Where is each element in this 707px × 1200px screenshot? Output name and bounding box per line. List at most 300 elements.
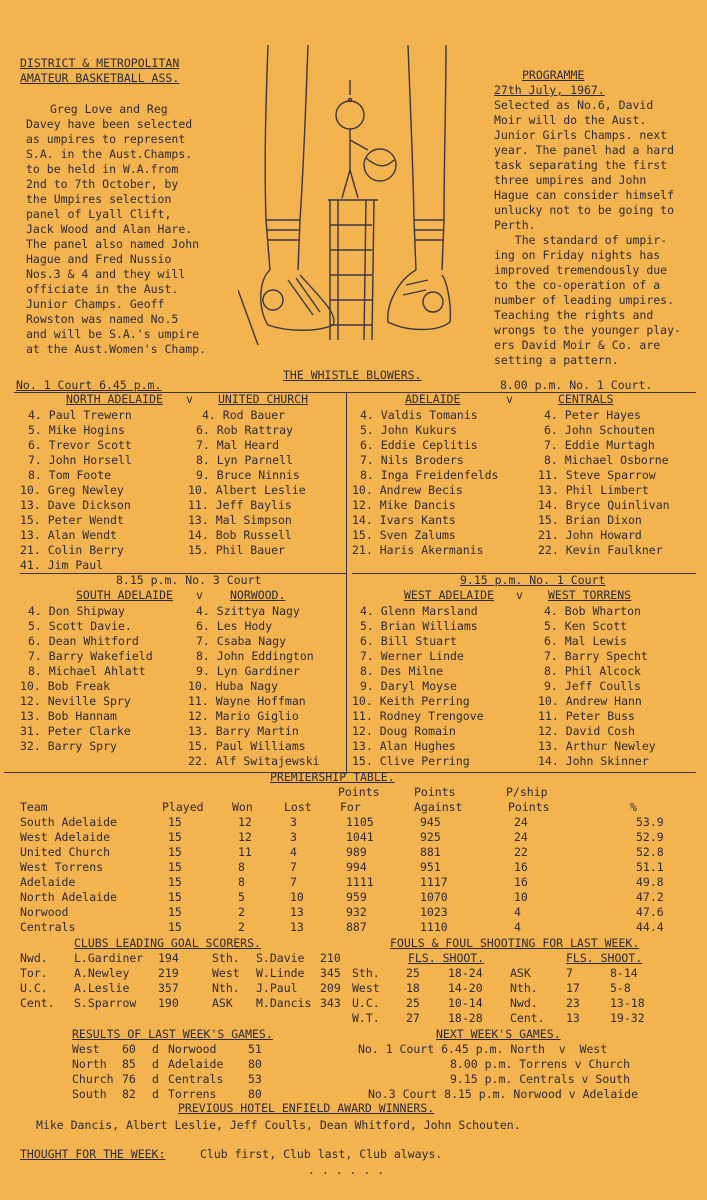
player-list <box>352 604 532 769</box>
player-entry: 5. Brian Williams <box>360 619 478 633</box>
result-cell: 85 <box>122 1057 136 1071</box>
team-name: SOUTH ADELAIDE <box>76 588 173 602</box>
table-cell: 53.9 <box>636 815 664 829</box>
next-game-line: No. 1 Court 6.45 p.m. North v West <box>358 1042 608 1056</box>
table-cell: Centrals <box>20 920 76 934</box>
player-entry: 14. John Skinner <box>538 754 649 768</box>
player-entry: 15. Peter Wendt <box>20 513 124 527</box>
foul-cell: W.T. <box>352 1011 380 1025</box>
article-line: improved tremendously due <box>494 263 668 277</box>
table-cell: 2 <box>238 905 245 919</box>
player-entry: 13. Mal Simpson <box>188 513 292 527</box>
table-cell: 959 <box>346 890 367 904</box>
player-entry: 5. Ken Scott <box>544 619 628 633</box>
table-cell: 1041 <box>346 830 374 844</box>
table-cell: 4 <box>514 920 521 934</box>
player-entry: 12. Mike Dancis <box>352 498 456 512</box>
player-entry: 13. Alan Hughes <box>352 739 456 753</box>
foul-row <box>352 996 702 1011</box>
player-entry: 9. Jeff Coulls <box>544 679 641 693</box>
foul-cell: 25 <box>406 966 420 980</box>
player-entry: 5. John Kukurs <box>360 423 457 437</box>
player-entry: 4. Paul Trewern <box>28 408 132 422</box>
player-entry: 8. Lyn Parnell <box>196 453 293 467</box>
player-entry: 6. Rob Rattray <box>196 423 293 437</box>
player-entry: 22. Kevin Faulkner <box>538 543 663 557</box>
table-cell: 945 <box>420 815 441 829</box>
article-line: The standard of umpir- <box>494 233 668 247</box>
player-entry: 6. Les Hody <box>196 619 273 633</box>
article-line: and will be S.A.'s umpire <box>26 327 200 341</box>
scorer-cell: M.Dancis <box>256 996 312 1010</box>
foul-cell: 25 <box>406 996 420 1010</box>
result-cell: d <box>152 1072 159 1086</box>
player-entry: 8. John Eddington <box>196 649 314 663</box>
umpire-cartoon-icon <box>238 40 478 370</box>
next-game-line: 9.15 p.m. Centrals v South <box>450 1072 631 1086</box>
player-entry: 12. David Cosh <box>538 724 635 738</box>
player-entry: 14. Ivars Kants <box>352 513 456 527</box>
programme-date: 27th July, 1967. <box>494 83 605 97</box>
table-cell: South Adelaide <box>20 815 117 829</box>
column-header: Against <box>414 800 463 814</box>
table-cell: West Torrens <box>20 860 104 874</box>
table-cell: 15 <box>168 905 182 919</box>
article-line: officiate in the Aust. <box>26 282 179 296</box>
table-cell: 15 <box>168 875 182 889</box>
game-time: 8.00 p.m. No. 1 Court. <box>500 378 653 392</box>
results-title: RESULTS OF LAST WEEK'S GAMES. <box>72 1027 273 1041</box>
versus: v <box>196 588 203 602</box>
fouls-header: FLS. SHOOT. <box>566 951 643 965</box>
player-entry: 13. Bob Hannam <box>20 709 117 723</box>
scorers-table <box>20 951 370 1013</box>
column-header: Points <box>508 800 550 814</box>
table-cell: 51.1 <box>636 860 664 874</box>
result-cell: d <box>152 1057 159 1071</box>
player-entry: 15. Sven Zalums <box>352 528 456 542</box>
article-line: Greg Love and Reg <box>50 102 168 116</box>
table-cell: 7 <box>290 875 297 889</box>
next-game-line: 8.00 p.m. Torrens v Church <box>450 1057 631 1071</box>
article-line: Teaching the rights and <box>494 308 654 322</box>
versus: v <box>186 392 193 406</box>
table-cell: 52.8 <box>636 845 664 859</box>
player-entry: 8. Phil Alcock <box>544 664 641 678</box>
foul-cell: Nwd. <box>510 996 538 1010</box>
table-cell: 887 <box>346 920 367 934</box>
scorer-cell: Nwd. <box>20 951 48 965</box>
player-entry: 8. Michael Ahlatt <box>28 664 146 678</box>
scorer-cell: 210 <box>320 951 341 965</box>
article-line: Jack Wood and Alan Hare. <box>26 222 193 236</box>
scorer-row <box>20 996 370 1011</box>
table-cell: 881 <box>420 845 441 859</box>
table-cell: 22 <box>514 845 528 859</box>
column-header: Won <box>232 800 253 814</box>
results-table <box>72 1042 332 1104</box>
next-game-line: No.3 Court 8.15 p.m. Norwood v Adelaide <box>368 1087 639 1101</box>
table-cell: 7 <box>290 860 297 874</box>
player-entry: 10. Andrew Hann <box>538 694 642 708</box>
table-cell: 15 <box>168 860 182 874</box>
result-row <box>72 1042 332 1057</box>
player-list <box>20 604 190 754</box>
foul-row <box>352 1011 702 1026</box>
result-cell: Church <box>72 1072 114 1086</box>
versus: v <box>516 588 523 602</box>
player-entry: 10. Huba Nagy <box>188 679 279 693</box>
foul-row <box>352 981 702 996</box>
table-cell: 16 <box>514 875 528 889</box>
result-cell: 53 <box>248 1072 262 1086</box>
player-entry: 14. Bob Russell <box>188 528 292 542</box>
foul-cell: 5-8 <box>610 981 631 995</box>
premiership-table <box>20 785 700 935</box>
foul-cell: 10-14 <box>448 996 483 1010</box>
table-cell: 5 <box>238 890 245 904</box>
player-list <box>352 408 532 558</box>
table-cell: North Adelaide <box>20 890 117 904</box>
table-cell: United Church <box>20 845 111 859</box>
player-entry: 4. Szittya Nagy <box>196 604 300 618</box>
player-entry: 15. Clive Perring <box>352 754 470 768</box>
article-line: Davey have been selected <box>26 117 193 131</box>
table-cell: 13 <box>290 920 304 934</box>
column-header: P/ship <box>506 785 548 799</box>
foul-row <box>352 966 702 981</box>
foul-cell: 13-18 <box>610 996 645 1010</box>
player-entry: 13. Barry Martin <box>188 724 299 738</box>
section-title: THE WHISTLE BLOWERS. <box>283 368 422 382</box>
foul-cell: West <box>352 981 380 995</box>
table-row <box>20 875 700 890</box>
player-entry: 8. Tom Foote <box>28 468 112 482</box>
result-cell: 80 <box>248 1057 262 1071</box>
fouls-header: FLS. SHOOT. <box>408 951 485 965</box>
table-cell: 8 <box>238 875 245 889</box>
player-entry: 21. John Howard <box>538 528 642 542</box>
table-cell: 1110 <box>420 920 448 934</box>
table-cell: 1070 <box>420 890 448 904</box>
header-left <box>18 56 233 357</box>
table-cell: 3 <box>290 830 297 844</box>
result-cell: 76 <box>122 1072 136 1086</box>
game-time: 8.15 p.m. No. 3 Court <box>116 573 262 587</box>
scorer-cell: West <box>212 966 240 980</box>
player-entry: 10. Bob Freak <box>20 679 111 693</box>
result-row <box>72 1072 332 1087</box>
article-line: as umpires to represent <box>26 132 186 146</box>
table-body <box>20 815 700 935</box>
team-name: UNITED CHURCH <box>218 392 309 406</box>
table-row <box>20 830 700 845</box>
player-entry: 9. Bruce Ninnis <box>196 468 300 482</box>
table-cell: 15 <box>168 815 182 829</box>
team-name: ADELAIDE <box>405 392 461 406</box>
foul-cell: 18 <box>406 981 420 995</box>
column-header: Lost <box>284 800 312 814</box>
foul-cell: 13 <box>566 1011 580 1025</box>
player-entry: 13. Arthur Newley <box>538 739 656 753</box>
scorer-cell: S.Sparrow <box>74 996 137 1010</box>
table-cell: 47.2 <box>636 890 664 904</box>
player-entry: 41. Jim Paul <box>20 558 104 572</box>
table-cell: Adelaide <box>20 875 76 889</box>
table-cell: 15 <box>168 845 182 859</box>
team-name: NORTH ADELAIDE <box>66 392 163 406</box>
scorer-cell: 209 <box>320 981 341 995</box>
table-cell: 52.9 <box>636 830 664 844</box>
scorer-cell: ASK <box>212 996 233 1010</box>
player-entry: 7. Mal Heard <box>196 438 280 452</box>
player-entry: 15. Phil Bauer <box>188 543 285 557</box>
scorer-cell: W.Linde <box>256 966 305 980</box>
player-entry: 7. Barry Wakefield <box>28 649 153 663</box>
player-entry: 12. Neville Spry <box>20 694 131 708</box>
player-entry: 10. Albert Leslie <box>188 483 306 497</box>
table-cell: 994 <box>346 860 367 874</box>
fouls-table <box>352 966 702 1028</box>
table-header-top <box>20 785 700 800</box>
player-list <box>188 604 348 769</box>
result-cell: West <box>72 1042 100 1056</box>
result-cell: d <box>152 1042 159 1056</box>
table-header <box>20 800 700 815</box>
article-line: Perth. <box>494 218 536 232</box>
player-entry: 7. Nils Broders <box>360 453 464 467</box>
foul-cell: 14-20 <box>448 981 483 995</box>
hotel-title: PREVIOUS HOTEL ENFIELD AWARD WINNERS. <box>178 1101 435 1115</box>
table-cell: 44.4 <box>636 920 664 934</box>
table-cell: 1105 <box>346 815 374 829</box>
versus: v <box>506 392 513 406</box>
player-entry: 8. Des Milne <box>360 664 444 678</box>
foul-cell: Cent. <box>510 1011 545 1025</box>
column-header: Points <box>414 785 456 799</box>
table-cell: West Adelaide <box>20 830 111 844</box>
article-line: ers David Moir & Co. are <box>494 338 661 352</box>
column-header: Team <box>20 800 48 814</box>
table-cell: 12 <box>238 815 252 829</box>
table-cell: 1023 <box>420 905 448 919</box>
player-entry: 11. Jeff Baylis <box>188 498 292 512</box>
scorer-cell: A.Newley <box>74 966 130 980</box>
table-cell: 3 <box>290 815 297 829</box>
game-time: No. 1 Court 6.45 p.m. <box>16 378 162 392</box>
player-list <box>20 408 190 573</box>
foul-cell: Nth. <box>510 981 538 995</box>
next-games-list <box>352 1042 702 1102</box>
table-cell: 10 <box>290 890 304 904</box>
article-line: unlucky not to be going to <box>494 203 675 217</box>
result-cell: Norwood <box>168 1042 217 1056</box>
foul-cell: 19-32 <box>610 1011 645 1025</box>
table-cell: 10 <box>514 890 528 904</box>
table-cell: 47.6 <box>636 905 664 919</box>
premiership-title: PREMIERSHIP TABLE. <box>270 770 395 784</box>
result-cell: Adelaide <box>168 1057 224 1071</box>
foul-cell: 18-28 <box>448 1011 483 1025</box>
player-entry: 21. Haris Akermanis <box>352 543 484 557</box>
player-entry: 6. Eddie Ceplitis <box>360 438 478 452</box>
table-cell: 4 <box>514 905 521 919</box>
table-cell: 24 <box>514 830 528 844</box>
player-entry: 4. Rod Bauer <box>202 408 286 422</box>
table-cell: Norwood <box>20 905 69 919</box>
player-list <box>530 408 700 558</box>
table-cell: 1111 <box>346 875 374 889</box>
result-cell: 51 <box>248 1042 262 1056</box>
hotel-winners: Mike Dancis, Albert Leslie, Jeff Coulls, Dean Whitford, John Schouten. <box>36 1118 521 1132</box>
player-entry: 4. Don Shipway <box>28 604 125 618</box>
table-cell: 15 <box>168 830 182 844</box>
player-entry: 4. Bob Wharton <box>544 604 641 618</box>
player-entry: 7. Barry Specht <box>544 649 648 663</box>
article-line: Junior Champs. Geoff <box>26 297 165 311</box>
result-row <box>72 1087 332 1102</box>
table-row <box>20 920 700 935</box>
player-list <box>530 604 700 769</box>
player-entry: 12. Doug Romain <box>352 724 456 738</box>
article-line: Hague can consider himself <box>494 188 675 202</box>
table-row <box>20 845 700 860</box>
player-entry: 11. Steve Sparrow <box>538 468 656 482</box>
player-entry: 11. Wayne Hoffman <box>188 694 306 708</box>
result-cell: South <box>72 1087 107 1101</box>
table-cell: 49.8 <box>636 875 664 889</box>
result-row <box>72 1057 332 1072</box>
table-cell: 24 <box>514 815 528 829</box>
column-header: Played <box>162 800 204 814</box>
result-cell: Torrens <box>168 1087 217 1101</box>
player-entry: 9. Daryl Moyse <box>360 679 457 693</box>
result-cell: d <box>152 1087 159 1101</box>
article-line: Selected as No.6, David <box>494 98 654 112</box>
scorer-cell: 219 <box>158 966 179 980</box>
table-cell: 932 <box>346 905 367 919</box>
player-entry: 11. Rodney Trengove <box>352 709 484 723</box>
scorer-cell: 343 <box>320 996 341 1010</box>
player-entry: 4. Peter Hayes <box>544 408 641 422</box>
player-entry: 32. Barry Spry <box>20 739 117 753</box>
scorer-cell: S.Davie <box>256 951 305 965</box>
table-row <box>20 905 700 920</box>
scorer-row <box>20 966 370 981</box>
umpire-article-left <box>18 102 233 357</box>
scorer-row <box>20 951 370 966</box>
article-line: 2nd to 7th October, by <box>26 177 179 191</box>
article-line: at the Aust.Women's Champ. <box>26 342 207 356</box>
result-cell: 60 <box>122 1042 136 1056</box>
foul-cell: Sth. <box>352 966 380 980</box>
table-cell: 1117 <box>420 875 448 889</box>
scorer-cell: 190 <box>158 996 179 1010</box>
player-entry: 12. Mario Giglio <box>188 709 299 723</box>
foul-cell: 7 <box>566 966 573 980</box>
foul-cell: 8-14 <box>610 966 638 980</box>
table-cell: 8 <box>238 860 245 874</box>
foul-cell: U.C. <box>352 996 380 1010</box>
article-line: year. The panel had a hard <box>494 143 675 157</box>
article-line: Moir will do the Aust. <box>494 113 647 127</box>
player-entry: 8. Michael Osborne <box>544 453 669 467</box>
player-entry: 4. Glenn Marsland <box>360 604 478 618</box>
player-entry: 5. Mike Hogins <box>28 423 125 437</box>
table-cell: 15 <box>168 920 182 934</box>
table-row <box>20 860 700 875</box>
team-name: WEST TORRENS <box>548 588 632 602</box>
table-row <box>20 890 700 905</box>
player-entry: 5. Scott Davie. <box>28 619 132 633</box>
fouls-title: FOULS & FOUL SHOOTING FOR LAST WEEK. <box>390 936 640 950</box>
player-entry: 21. Colin Berry <box>20 543 124 557</box>
result-cell: 80 <box>248 1087 262 1101</box>
programme-title: PROGRAMME <box>522 68 585 82</box>
article-line: setting a pattern. <box>494 353 619 367</box>
scorers-title: CLUBS LEADING GOAL SCORERS. <box>74 936 261 950</box>
scorer-cell: A.Leslie <box>74 981 130 995</box>
article-line: ing on Friday nights has <box>494 248 661 262</box>
table-row <box>20 815 700 830</box>
header-right <box>494 68 704 368</box>
player-entry: 6. John Schouten <box>544 423 655 437</box>
column-header: % <box>630 800 637 814</box>
thought-label: THOUGHT FOR THE WEEK: <box>20 1147 166 1161</box>
table-cell: 4 <box>290 845 297 859</box>
player-entry: 9. Lyn Gardiner <box>196 664 300 678</box>
cartoon-illustration <box>238 40 478 370</box>
foul-cell: ASK <box>510 966 531 980</box>
player-entry: 7. Eddie Murtagh <box>544 438 655 452</box>
foul-cell: 27 <box>406 1011 420 1025</box>
scorer-cell: Cent. <box>20 996 55 1010</box>
next-games-title: NEXT WEEK'S GAMES. <box>436 1027 561 1041</box>
scorer-cell: L.Gardiner <box>74 951 144 965</box>
article-line: Hague and Fred Nussio <box>26 252 172 266</box>
table-cell: 12 <box>238 830 252 844</box>
table-cell: 925 <box>420 830 441 844</box>
result-cell: 82 <box>122 1087 136 1101</box>
article-line: to be held in W.A.from <box>26 162 179 176</box>
foul-cell: 23 <box>566 996 580 1010</box>
scorer-cell: U.C. <box>20 981 48 995</box>
article-line: panel of Lyall Clift, <box>26 207 172 221</box>
player-entry: 31. Peter Clarke <box>20 724 131 738</box>
article-line: The panel also named John <box>26 237 200 251</box>
column-header: For <box>340 800 361 814</box>
player-entry: 7. John Horsell <box>28 453 132 467</box>
scorer-cell: 345 <box>320 966 341 980</box>
scorer-cell: Nth. <box>212 981 240 995</box>
scorer-cell: Sth. <box>212 951 240 965</box>
player-entry: 15. Paul Williams <box>188 739 306 753</box>
scorer-cell: J.Paul <box>256 981 298 995</box>
article-line: the Umpires selection <box>26 192 172 206</box>
player-entry: 15. Brian Dixon <box>538 513 642 527</box>
result-cell: North <box>72 1057 107 1071</box>
player-entry: 6. Dean Whitford <box>28 634 139 648</box>
player-entry: 22. Alf Switajewski <box>188 754 320 768</box>
association-subtitle: AMATEUR BASKETBALL ASS. <box>20 71 180 85</box>
article-line: to the co-operation of a <box>494 278 661 292</box>
team-name: NORWOOD. <box>230 588 286 602</box>
table-cell: 2 <box>238 920 245 934</box>
player-entry: 11. Peter Buss <box>538 709 635 723</box>
player-list <box>188 408 343 558</box>
umpire-article-right <box>494 98 704 368</box>
player-entry: 8. Inga Freidenfelds <box>360 468 499 482</box>
